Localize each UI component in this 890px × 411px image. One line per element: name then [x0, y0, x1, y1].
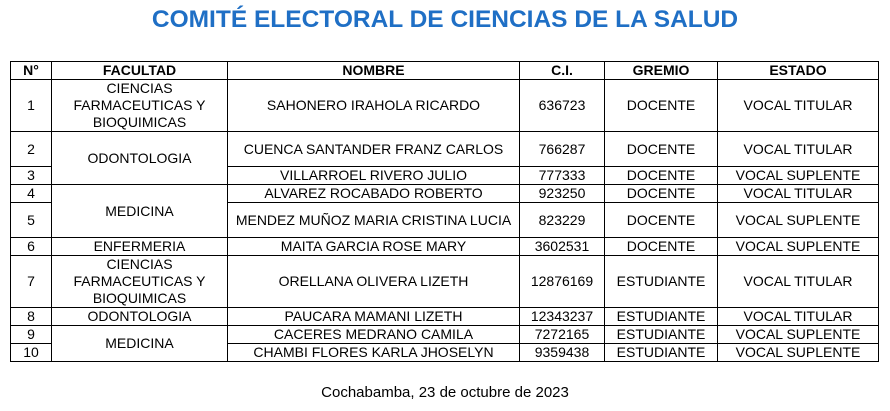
name-cell: PAUCARA MAMANI LIZETH [228, 308, 520, 326]
faculty-cell: MEDICINA [52, 326, 228, 362]
row-number: 10 [11, 344, 52, 362]
faculty-cell: ENFERMERIA [52, 238, 228, 256]
faculty-cell: ODONTOLOGIA [52, 132, 228, 185]
row-number: 8 [11, 308, 52, 326]
name-cell: ALVAREZ ROCABADO ROBERTO [228, 185, 520, 203]
table-row [11, 238, 879, 256]
table-row [11, 308, 879, 326]
union-cell: DOCENTE [605, 203, 718, 238]
table-row [11, 256, 879, 308]
union-cell: DOCENTE [605, 80, 718, 132]
ci-cell: 12343237 [520, 308, 605, 326]
ci-cell: 636723 [520, 80, 605, 132]
ci-cell: 766287 [520, 132, 605, 167]
row-number: 6 [11, 238, 52, 256]
faculty-cell: CIENCIAS FARMACEUTICAS Y BIOQUIMICAS [52, 256, 228, 308]
row-number: 4 [11, 185, 52, 203]
union-cell: ESTUDIANTE [605, 344, 718, 362]
faculty-cell: MEDICINA [52, 185, 228, 238]
status-cell: VOCAL TITULAR [718, 185, 879, 203]
name-cell: MAITA GARCIA ROSE MARY [228, 238, 520, 256]
name-cell: CACERES MEDRANO CAMILA [228, 326, 520, 344]
status-cell: VOCAL SUPLENTE [718, 344, 879, 362]
ci-cell: 923250 [520, 185, 605, 203]
ci-cell: 3602531 [520, 238, 605, 256]
union-cell: DOCENTE [605, 185, 718, 203]
table-row [11, 185, 879, 203]
name-cell: VILLARROEL RIVERO JULIO [228, 167, 520, 185]
header-status: ESTADO [718, 62, 879, 80]
status-cell: VOCAL TITULAR [718, 256, 879, 308]
union-cell: DOCENTE [605, 167, 718, 185]
header-name: NOMBRE [228, 62, 520, 80]
name-cell: ORELLANA OLIVERA LIZETH [228, 256, 520, 308]
union-cell: DOCENTE [605, 132, 718, 167]
status-cell: VOCAL TITULAR [718, 308, 879, 326]
ci-cell: 823229 [520, 203, 605, 238]
union-cell: ESTUDIANTE [605, 326, 718, 344]
union-cell: DOCENTE [605, 238, 718, 256]
status-cell: VOCAL SUPLENTE [718, 203, 879, 238]
row-number: 2 [11, 132, 52, 167]
name-cell: CUENCA SANTANDER FRANZ CARLOS [228, 132, 520, 167]
faculty-cell: ODONTOLOGIA [52, 308, 228, 326]
row-number: 1 [11, 80, 52, 132]
header-ci: C.I. [520, 62, 605, 80]
table-row [11, 326, 879, 344]
status-cell: VOCAL TITULAR [718, 80, 879, 132]
table-row [11, 132, 879, 167]
place-date: Cochabamba, 23 de octubre de 2023 [321, 384, 569, 401]
row-number: 7 [11, 256, 52, 308]
header-number: N° [11, 62, 52, 80]
row-number: 9 [11, 326, 52, 344]
status-cell: VOCAL SUPLENTE [718, 326, 879, 344]
ci-cell: 12876169 [520, 256, 605, 308]
row-number: 5 [11, 203, 52, 238]
status-cell: VOCAL SUPLENTE [718, 238, 879, 256]
table-row [11, 80, 879, 132]
header-union: GREMIO [605, 62, 718, 80]
row-number: 3 [11, 167, 52, 185]
ci-cell: 777333 [520, 167, 605, 185]
ci-cell: 7272165 [520, 326, 605, 344]
committee-table [10, 61, 879, 362]
union-cell: ESTUDIANTE [605, 308, 718, 326]
status-cell: VOCAL SUPLENTE [718, 167, 879, 185]
union-cell: ESTUDIANTE [605, 256, 718, 308]
faculty-cell: CIENCIAS FARMACEUTICAS Y BIOQUIMICAS [52, 80, 228, 132]
status-cell: VOCAL TITULAR [718, 132, 879, 167]
ci-cell: 9359438 [520, 344, 605, 362]
name-cell: MENDEZ MUÑOZ MARIA CRISTINA LUCIA [228, 203, 520, 238]
table-header-row [11, 62, 879, 80]
header-faculty: FACULTAD [52, 62, 228, 80]
page-title: COMITÉ ELECTORAL DE CIENCIAS DE LA SALUD [151, 6, 739, 33]
name-cell: SAHONERO IRAHOLA RICARDO [228, 80, 520, 132]
name-cell: CHAMBI FLORES KARLA JHOSELYN [228, 344, 520, 362]
